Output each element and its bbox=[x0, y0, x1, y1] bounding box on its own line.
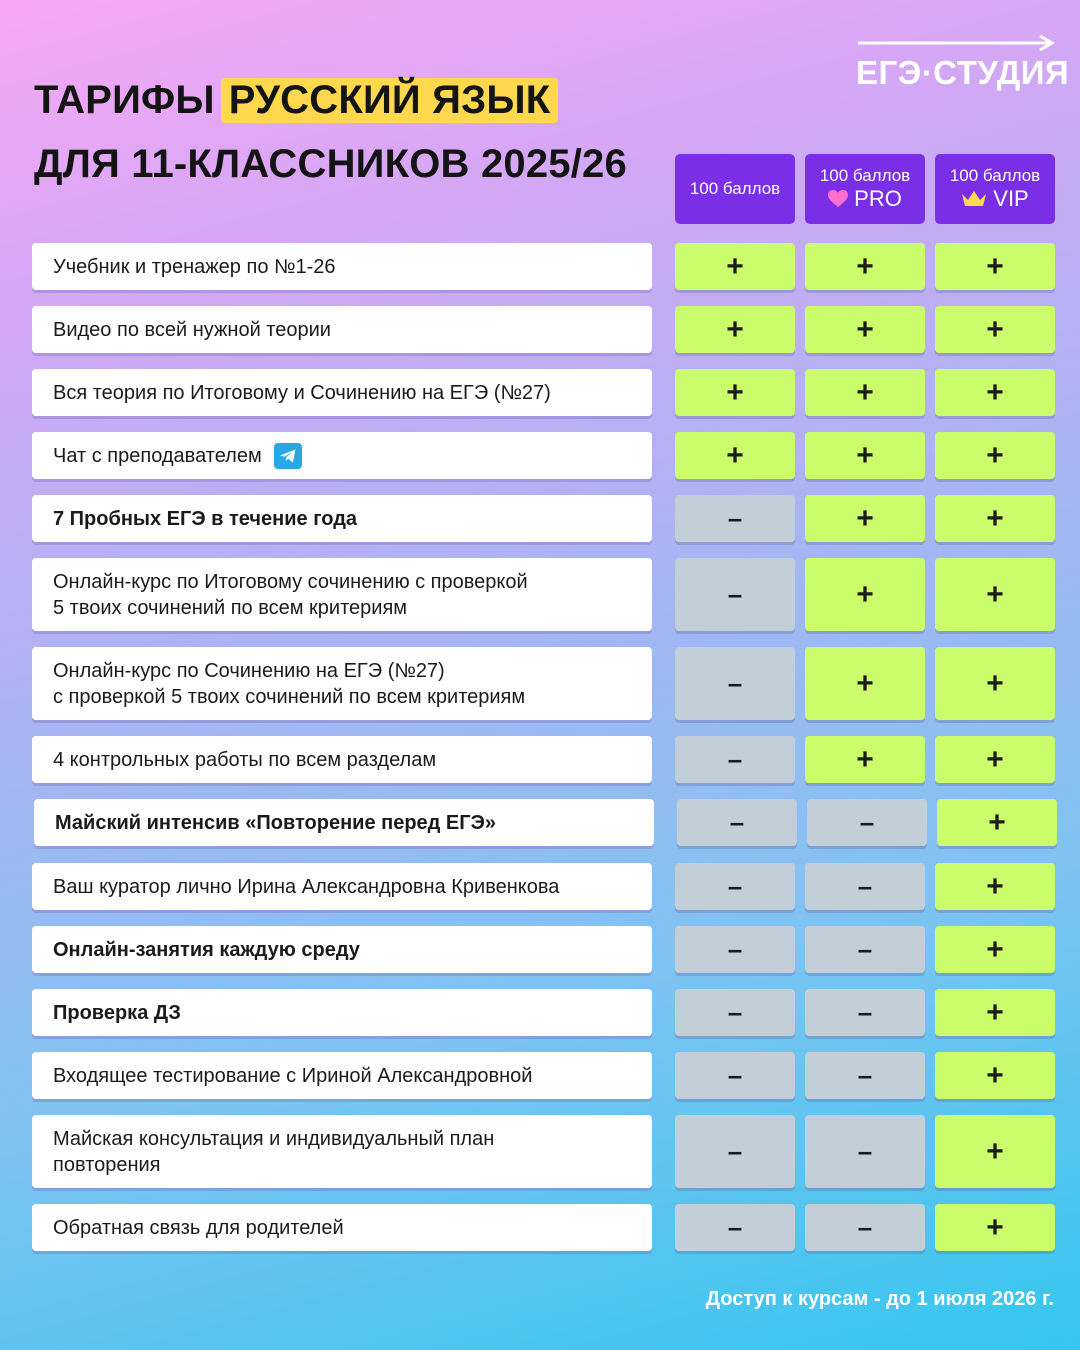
title-highlight: РУССКИЙ ЯЗЫК bbox=[221, 78, 559, 123]
tariff-cell: + bbox=[675, 432, 795, 479]
tariff-cell: – bbox=[807, 799, 927, 846]
logo-text: ЕГЭ·СТУДИЯ bbox=[856, 54, 1070, 91]
feature-label: Входящее тестирование с Ириной Александровной bbox=[32, 1052, 652, 1099]
feature-row bbox=[32, 863, 1056, 910]
feature-row bbox=[32, 243, 1056, 290]
tariff-cell: + bbox=[935, 926, 1055, 973]
feature-label: Проверка ДЗ bbox=[32, 989, 652, 1036]
tariff-cell: + bbox=[935, 863, 1055, 910]
tariff-header-vip bbox=[935, 154, 1055, 224]
feature-label: Вся теория по Итоговому и Сочинению на ЕГЭ (№27) bbox=[32, 369, 652, 416]
arrow-right-icon bbox=[856, 34, 1056, 52]
tariff-cell: – bbox=[675, 495, 795, 542]
tariff-cell: – bbox=[675, 989, 795, 1036]
tariff-cell: – bbox=[805, 1204, 925, 1251]
tariff-cell: – bbox=[805, 1052, 925, 1099]
feature-label: Видео по всей нужной теории bbox=[32, 306, 652, 353]
feature-label: Онлайн-занятия каждую среду bbox=[32, 926, 652, 973]
page-subtitle: ДЛЯ 11-КЛАССНИКОВ 2025/26 bbox=[34, 142, 627, 186]
feature-label: Майский интенсив «Повторение перед ЕГЭ» bbox=[34, 799, 654, 846]
feature-label: Чат с преподавателем bbox=[32, 432, 652, 479]
heart-icon bbox=[828, 190, 848, 208]
tariff-cell: + bbox=[935, 1204, 1055, 1251]
tariff-cell: – bbox=[805, 863, 925, 910]
feature-row bbox=[32, 647, 1056, 720]
tariff-cell: + bbox=[805, 558, 925, 631]
feature-row bbox=[32, 1052, 1056, 1099]
tariff-cell: – bbox=[805, 989, 925, 1036]
tariff-cell: + bbox=[935, 558, 1055, 631]
tariff-name: 100 баллов bbox=[949, 166, 1041, 185]
tariff-cell: + bbox=[935, 736, 1055, 783]
tariff-cell: – bbox=[675, 926, 795, 973]
crown-icon bbox=[961, 190, 987, 208]
tariff-header-pro bbox=[805, 154, 925, 224]
feature-row bbox=[32, 558, 1056, 631]
tariff-cell: + bbox=[805, 306, 925, 353]
tariff-cell: + bbox=[935, 432, 1055, 479]
feature-row bbox=[34, 799, 1058, 846]
tariff-cell: + bbox=[937, 799, 1057, 846]
feature-label: Онлайн-курс по Итоговому сочинению с проверкой 5 твоих сочинений по всем критериям bbox=[32, 558, 652, 631]
tariff-name: 100 баллов bbox=[819, 166, 911, 185]
tariff-cell: – bbox=[675, 1204, 795, 1251]
feature-label: Онлайн-курс по Сочинению на ЕГЭ (№27) с проверкой 5 твоих сочинений по всем критериям bbox=[32, 647, 652, 720]
feature-label: Ваш куратор лично Ирина Александровна Кривенкова bbox=[32, 863, 652, 910]
page-title bbox=[34, 78, 558, 123]
feature-row bbox=[32, 926, 1056, 973]
brand-logo bbox=[852, 34, 1070, 94]
access-note: Доступ к курсам - до 1 июля 2026 г. bbox=[705, 1288, 1054, 1310]
tariff-cell: + bbox=[935, 369, 1055, 416]
tariff-badge: PRO bbox=[854, 186, 902, 211]
tariff-cell: – bbox=[677, 799, 797, 846]
tariff-cell: + bbox=[805, 243, 925, 290]
tariff-cell: + bbox=[675, 369, 795, 416]
feature-row bbox=[32, 1204, 1056, 1251]
feature-label: 4 контрольных работы по всем разделам bbox=[32, 736, 652, 783]
tariff-cell: + bbox=[675, 306, 795, 353]
tariff-cell: – bbox=[675, 1052, 795, 1099]
tariff-cell: + bbox=[805, 495, 925, 542]
feature-label: 7 Пробных ЕГЭ в течение года bbox=[32, 495, 652, 542]
tariff-cell: – bbox=[675, 558, 795, 631]
tariff-cell: – bbox=[675, 863, 795, 910]
feature-row bbox=[32, 432, 1056, 479]
tariff-cell: – bbox=[675, 736, 795, 783]
tariff-cell: + bbox=[805, 736, 925, 783]
tariff-cell: + bbox=[805, 369, 925, 416]
tariff-cell: + bbox=[805, 432, 925, 479]
tariff-cell: – bbox=[805, 926, 925, 973]
tariff-cell: + bbox=[935, 243, 1055, 290]
tariff-cell: + bbox=[935, 495, 1055, 542]
tariff-cell: + bbox=[935, 989, 1055, 1036]
telegram-icon bbox=[274, 443, 302, 469]
tariff-cell: – bbox=[805, 1115, 925, 1188]
title-prefix: ТАРИФЫ bbox=[34, 78, 215, 122]
tariff-cell: – bbox=[675, 1115, 795, 1188]
feature-row bbox=[32, 495, 1056, 542]
feature-row bbox=[32, 369, 1056, 416]
tariff-header-basic bbox=[675, 154, 795, 224]
tariff-badge: VIP bbox=[993, 186, 1029, 211]
feature-label: Майская консультация и индивидуальный план повторения bbox=[32, 1115, 652, 1188]
feature-row bbox=[32, 306, 1056, 353]
tariff-cell: + bbox=[935, 1052, 1055, 1099]
feature-label: Обратная связь для родителей bbox=[32, 1204, 652, 1251]
tariff-cell: + bbox=[935, 306, 1055, 353]
feature-label: Учебник и тренажер по №1-26 bbox=[32, 243, 652, 290]
tariff-name: 100 баллов bbox=[689, 179, 781, 198]
feature-row bbox=[32, 736, 1056, 783]
feature-row bbox=[32, 989, 1056, 1036]
tariff-cell: + bbox=[935, 1115, 1055, 1188]
tariff-cell: + bbox=[935, 647, 1055, 720]
feature-row bbox=[32, 1115, 1056, 1188]
tariff-cell: – bbox=[675, 647, 795, 720]
tariff-cell: + bbox=[805, 647, 925, 720]
tariff-cell: + bbox=[675, 243, 795, 290]
